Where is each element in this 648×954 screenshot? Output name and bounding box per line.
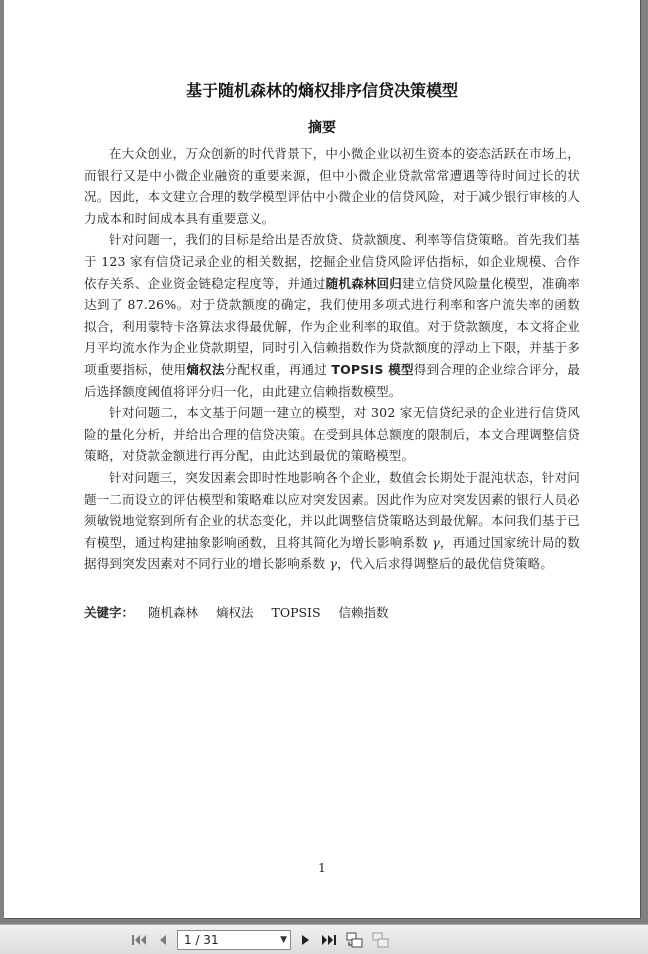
next-page-icon[interactable] — [297, 931, 315, 949]
math-symbol: γ — [329, 556, 338, 572]
math-symbol: γ — [432, 534, 440, 550]
text-run: ，再通过国家统计局的数据得到突发因素对不同行业的增长影响系数 — [84, 534, 580, 572]
paper-title: 基于随机森林的熵权排序信贷决策模型 — [185, 81, 458, 100]
abstract-paragraph — [84, 229, 580, 402]
text-run: 分配权重，再通过 — [224, 361, 332, 377]
text-run: 建立信贷风险量化模型，准确率达到了 87.26%。对于贷款额度的确定，我们使用多项式进行利率和客户流失率的函数拟合，利用蒙特卡洛算法求得最优解，作为企业利率的取值。对于贷款额度，本文将企业月平均流水作为企业贷款期望，同时引入信赖指数作为贷款额度的浮动上下限，并基于多项重要指标，使用 — [84, 275, 580, 377]
text-run: 得到合理的企业综合评分，最后选择额度阈值将评分归一化，由此建立信赖指数模型。 — [84, 361, 581, 399]
viewer-toolbar — [0, 924, 648, 954]
continuous-view-icon[interactable] — [346, 931, 364, 949]
emphasized-term: TOPSIS 模型 — [331, 361, 414, 377]
abstract-body — [84, 143, 580, 575]
document-page — [4, 0, 641, 919]
abstract-heading: 摘要 — [308, 120, 336, 136]
single-view-icon[interactable] — [372, 931, 390, 949]
keywords-line — [84, 603, 403, 621]
abstract-paragraph — [84, 143, 580, 229]
abstract-paragraph — [84, 402, 580, 467]
page-number: 1 — [318, 861, 326, 875]
previous-page-icon[interactable] — [153, 931, 171, 949]
text-run: ，代入后求得调整后的最优信贷策略。 — [337, 556, 554, 572]
text-run: 在大众创业，万众创新的时代背景下，中小微企业以初生资本的姿态活跃在市场上，而银行又是中小微企业融资的重要来源，但中小微企业贷款常常遭遇等待时间过长的状况。因此，本文建立合理的数学模型评估中小微企业的信贷风险，对于减少银行审核的人力成本和时间成本具有重要意义。 — [84, 146, 580, 226]
emphasized-term: 熵权法 — [186, 361, 225, 377]
keyword: 熵权法 — [216, 605, 254, 620]
emphasized-term: 随机森林回归 — [325, 275, 402, 291]
keyword: 信赖指数 — [338, 605, 389, 620]
chevron-down-icon: ▼ — [280, 935, 287, 945]
keyword: TOPSIS — [271, 605, 321, 620]
page-indicator: 1 / 31 — [184, 933, 219, 947]
keyword: 随机森林 — [148, 605, 199, 620]
first-page-icon[interactable] — [130, 931, 148, 949]
keywords-label: 关键字： — [84, 605, 135, 620]
page-select[interactable] — [177, 930, 291, 950]
last-page-icon[interactable] — [320, 931, 338, 949]
text-run: 针对问题二，本文基于问题一建立的模型，对 302 家无信贷纪录的企业进行信贷风险的量化分析，并给出合理的信贷决策。在受到具体总额度的限制后，本文合理调整信贷策略，对贷款金额进行再分配，由此达到最优的策略模型。 — [84, 405, 580, 464]
text-run: 针对问题三，突发因素会即时性地影响各个企业，数值会长期处于混沌状态，针对问题一二而设立的评估模型和策略难以应对突发因素。因此作为应对突发因素的银行人员必须敏锐地觉察到所有企业的状态变化，并以此调整信贷策略达到最优解。本问我们基于已有模型，通过构建抽象影响函数，且将其简化为增长影响系数 — [84, 469, 580, 550]
text-run: 针对问题一，我们的目标是给出是否放贷、贷款额度、利率等信贷策略。首先我们基于 123 家有信贷记录企业的相关数据，挖掘企业信贷风险评估指标，如企业规模、合作依存关系、企业资金链稳定程度等，并通过 — [84, 232, 580, 291]
abstract-paragraph — [84, 467, 580, 575]
